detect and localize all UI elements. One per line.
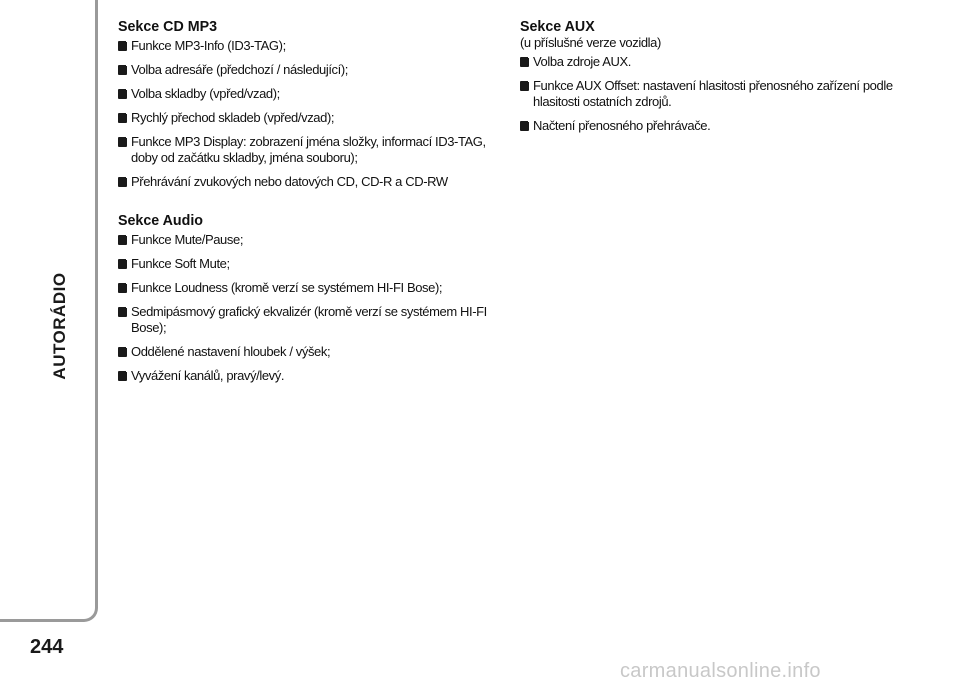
section-subtitle: (u příslušné verze vozidla) [520,35,661,50]
feature-list [118,232,498,384]
list-item-text: Volba skladby (vpřed/vzad); [131,86,280,101]
section-aux [520,18,920,134]
list-item [118,86,498,102]
list-item-text: Volba adresáře (předchozí / následující); [131,62,349,77]
checkbox-bullet-icon [118,259,127,269]
checkbox-bullet-icon [520,81,529,91]
list-item-text: Funkce MP3-Info (ID3-TAG); [131,38,286,53]
list-item-text: Sedmipásmový grafický ekvalizér (kromě verzí se systémem HI-FI Bose); [131,304,487,335]
list-item [118,280,498,296]
list-item-text: Funkce MP3 Display: zobrazení jména složky, informací ID3-TAG, doby od začátku skladby, jména souboru); [131,134,486,165]
list-item [118,174,498,190]
list-item-text: Rychlý přechod skladeb (vpřed/vzad); [131,110,335,125]
checkbox-bullet-icon [118,137,127,147]
checkbox-bullet-icon [118,235,127,245]
list-item-text: Vyvážení kanálů, pravý/levý. [131,368,285,383]
list-item-text: Funkce AUX Offset: nastavení hlasitosti přenosného zařízení podle hlasitosti ostatních zdrojů. [533,78,893,109]
page-number: 244 [30,636,64,658]
list-item [118,232,498,248]
right-column [520,18,920,148]
side-tab [0,0,98,622]
checkbox-bullet-icon [118,113,127,123]
checkbox-bullet-icon [118,371,127,381]
checkbox-bullet-icon [118,177,127,187]
checkbox-bullet-icon [118,41,127,51]
list-item-text: Funkce Mute/Pause; [131,232,244,247]
section-cd-mp3 [118,18,498,190]
list-item [520,78,920,110]
checkbox-bullet-icon [118,307,127,317]
list-item [118,344,498,360]
chapter-label: AUTORÁDIO [50,272,69,380]
left-column [118,18,498,398]
list-item-text: Funkce Loudness (kromě verzí se systémem HI-FI Bose); [131,280,443,295]
list-item-text: Volba zdroje AUX. [533,54,631,69]
feature-list [520,54,920,134]
list-item-text: Funkce Soft Mute; [131,256,230,271]
list-item [520,118,920,134]
list-item [118,304,498,336]
checkbox-bullet-icon [118,65,127,75]
checkbox-bullet-icon [520,121,529,131]
watermark: carmanualsonline.info [620,660,821,682]
list-item-text: Načtení přenosného přehrávače. [533,118,711,133]
list-item [118,256,498,272]
checkbox-bullet-icon [118,347,127,357]
checkbox-bullet-icon [118,283,127,293]
section-title: Sekce AUX [520,18,595,35]
checkbox-bullet-icon [520,57,529,67]
list-item [118,134,498,166]
section-title: Sekce Audio [118,212,204,229]
checkbox-bullet-icon [118,89,127,99]
section-audio [118,212,498,384]
list-item-text: Oddělené nastavení hloubek / výšek; [131,344,331,359]
list-item-text: Přehrávání zvukových nebo datových CD, CD-R a CD-RW [131,174,448,189]
feature-list [118,38,498,190]
list-item [118,368,498,384]
list-item [118,38,498,54]
list-item [520,54,920,70]
list-item [118,62,498,78]
section-title: Sekce CD MP3 [118,18,218,35]
list-item [118,110,498,126]
